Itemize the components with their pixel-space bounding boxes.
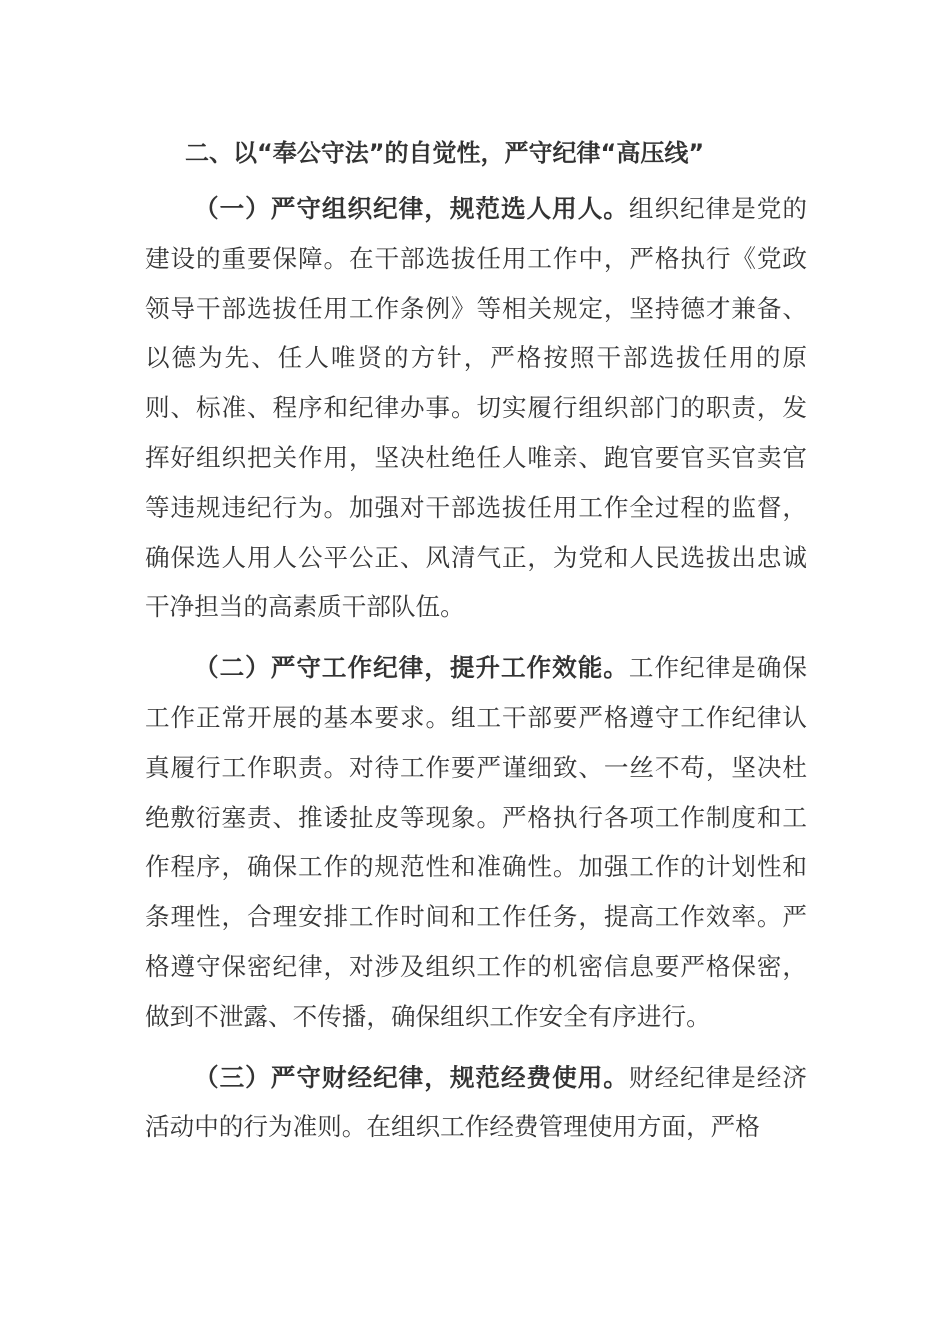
- paragraph-lead: （二）严守工作纪律，提升工作效能。: [194, 653, 629, 683]
- paragraph-lead: （一）严守组织纪律，规范选人用人。: [194, 194, 629, 223]
- paragraph-body: 组织纪律是党的建设的重要保障。在干部选拔任用工作中，严格执行《党政领导干部选拔任用工作条例》等相关规定，坚持德才兼备、以德为先、任人唯贤的方针，严格按照干部选拔任用的原则、标准、程序和纪律办事。切实履行组织部门的职责，发挥好组织把关作用，坚决杜绝任人唯亲、跑官要官买官卖官等违规违纪行为。加强对干部选拔任用工作全过程的监督，确保选人用人公平公正、风清气正，为党和人民选拔出忠诚干净担当的高素质干部队伍。: [145, 194, 807, 622]
- paragraph-organization-discipline: [145, 184, 807, 632]
- paragraph-body: 财经纪律是经济活动中的行为准则。在组织工作经费管理使用方面，严格: [145, 1062, 807, 1142]
- paragraph-lead: （三）严守财经纪律，规范经费使用。: [194, 1062, 629, 1092]
- paragraph-body: 工作纪律是确保工作正常开展的基本要求。组工干部要严格遵守工作纪律认真履行工作职责。对待工作要严谨细致、一丝不苟，坚决杜绝敷衍塞责、推诿扯皮等现象。严格执行各项工作制度和工作程序，确保工作的规范性和准确性。加强工作的计划性和条理性，合理安排工作时间和工作任务，提高工作效率。严格遵守保密纪律，对涉及组织工作的机密信息要严格保密，做到不泄露、不传播，确保组织工作安全有序进行。: [145, 653, 807, 1031]
- section-heading: 二、以“奉公守法”的自觉性，严守纪律“高压线”: [185, 139, 705, 167]
- document-page: [145, 128, 807, 1163]
- paragraph-financial-discipline: [145, 1053, 807, 1153]
- paragraph-work-discipline: [145, 643, 807, 1041]
